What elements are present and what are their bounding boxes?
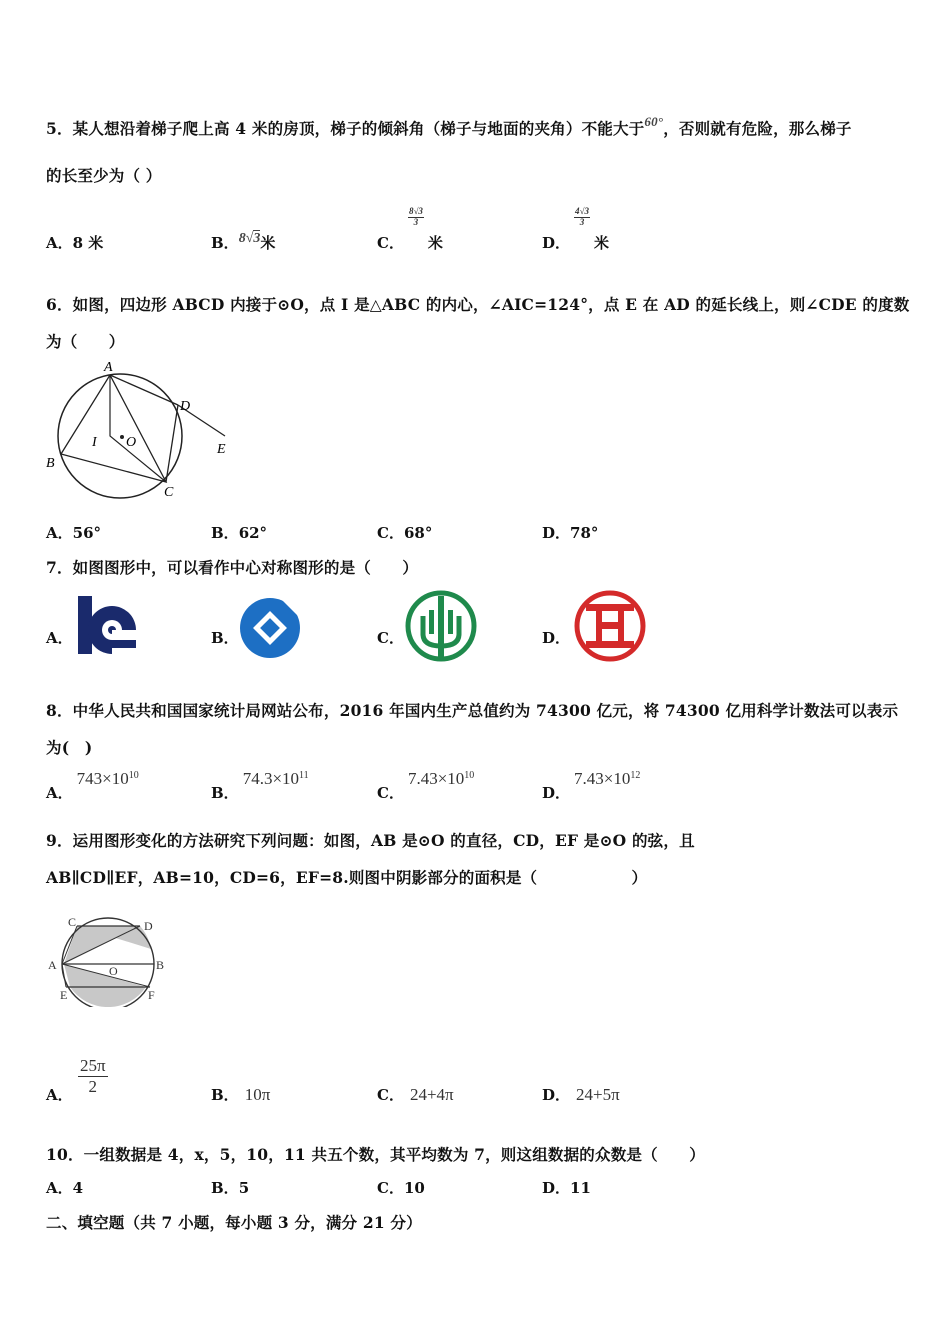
- q9-label-b: B: [156, 958, 165, 972]
- q9-label-f: F: [148, 988, 155, 1002]
- q5-option-d[interactable]: D． $\frac{4√3}{3}$ 米: [542, 205, 609, 252]
- q7-option-b-label[interactable]: B．: [211, 629, 239, 647]
- q5-stem-pre: 5．某人想沿着梯子爬上高 4 米的房顶，梯子的倾斜角（梯子与地面的夹角）不能大于: [46, 119, 645, 138]
- q9-option-d[interactable]: D． 24+5π: [542, 1085, 620, 1104]
- q9-label-e: E: [60, 988, 68, 1002]
- q7-logo-d-icon[interactable]: [572, 588, 648, 664]
- q7-logo-a-icon[interactable]: [74, 590, 146, 664]
- q7-option-a-label[interactable]: A．: [46, 629, 73, 647]
- q9-label-a: A: [48, 958, 57, 972]
- q6-option-b[interactable]: B．62°: [211, 524, 268, 542]
- q6-stem-line2: 为（ ）: [46, 332, 125, 351]
- q8-stem-line1: 8．中华人民共和国国家统计局网站公布，2016 年国内生产总值约为 74300 亿元，将 74300 亿用科学计数法可以表示: [46, 701, 899, 720]
- q6-label-d: D: [180, 399, 191, 414]
- q9-option-b[interactable]: B． 10π: [211, 1085, 271, 1104]
- q9-shade-ef: [70, 987, 146, 1007]
- q8-option-d[interactable]: D．$7.43\times 10^{12}$: [542, 769, 641, 802]
- q9-label-c: C: [68, 915, 77, 929]
- q8-option-a[interactable]: A．$743\times 10^{10}$: [46, 769, 139, 802]
- q7-stem-line1: 7．如图图形中，可以看作中心对称图形的是（ ）: [46, 558, 419, 577]
- q6-label-b: B: [46, 456, 55, 471]
- q7-option-c-label[interactable]: C．: [377, 629, 404, 647]
- q6-label-a: A: [104, 360, 113, 375]
- q9-label-o: O: [109, 964, 118, 978]
- q6-label-e: E: [217, 442, 226, 457]
- q9-option-a-fraction[interactable]: 25π 2: [80, 1056, 106, 1096]
- q6-label-o: O: [126, 435, 137, 450]
- q7-option-d-label[interactable]: D．: [542, 629, 571, 647]
- q9-option-a-label[interactable]: A．: [46, 1086, 73, 1104]
- q6-option-d[interactable]: D．78°: [542, 524, 599, 542]
- q6-figure: [40, 358, 240, 503]
- q5-stem-line2: 的长至少为（ ）: [46, 166, 162, 185]
- q5-option-c[interactable]: C． $\frac{8√3}{3}$ 米: [377, 205, 443, 252]
- q6-center-dot: [120, 435, 124, 439]
- q10-option-c[interactable]: C．10: [377, 1179, 425, 1197]
- q6-option-a[interactable]: A．56°: [46, 524, 102, 542]
- q10-option-d[interactable]: D．11: [542, 1179, 591, 1197]
- q8-option-c[interactable]: C．$7.43\times 10^{10}$: [377, 769, 475, 802]
- q5-stem-post: ，否则就有危险，那么梯子: [663, 119, 852, 138]
- q6-option-c[interactable]: C．68°: [377, 524, 433, 542]
- q5-stem-line1: [46, 114, 852, 139]
- q9-figure: [44, 912, 174, 1007]
- q7-logo-c-icon[interactable]: [403, 588, 479, 664]
- q8-option-b[interactable]: B．$74.3\times 10^{11}$: [211, 769, 309, 802]
- q7-logo-b-icon[interactable]: [238, 592, 302, 662]
- q10-option-a[interactable]: A．4: [46, 1179, 84, 1197]
- q10-option-b[interactable]: B．5: [211, 1179, 250, 1197]
- q8-stem-line2: 为( ): [46, 738, 93, 757]
- q9-label-d: D: [144, 919, 153, 933]
- q9-stem-line2: AB∥CD∥EF，AB=10，CD=6，EF=8.则图中阴影部分的面积是（ ）: [46, 868, 648, 887]
- q5-option-a[interactable]: A．8 米: [46, 234, 104, 252]
- q6-stem-line1: 6．如图，四边形 ABCD 内接于⊙O，点 I 是△ABC 的内心，∠AIC=124°，点 E 在 AD 的延长线上，则∠CDE 的度数: [46, 295, 910, 314]
- q9-stem-line1: 9．运用图形变化的方法研究下列问题：如图，AB 是⊙O 的直径，CD，EF 是⊙O 的弦，且: [46, 831, 695, 850]
- q5-option-b[interactable]: B．8√3米: [211, 231, 276, 252]
- q6-label-c: C: [164, 485, 174, 500]
- q6-label-i: I: [92, 435, 97, 450]
- q5-angle: 60°: [644, 114, 664, 129]
- q10-stem-line1: 10．一组数据是 4，x，5，10，11 共五个数，其平均数为 7，则这组数据的众数是（ ）: [46, 1145, 705, 1164]
- q9-option-c[interactable]: C． 24+4π: [377, 1085, 454, 1104]
- section2-title: 二、填空题（共 7 小题，每小题 3 分，满分 21 分）: [46, 1213, 422, 1232]
